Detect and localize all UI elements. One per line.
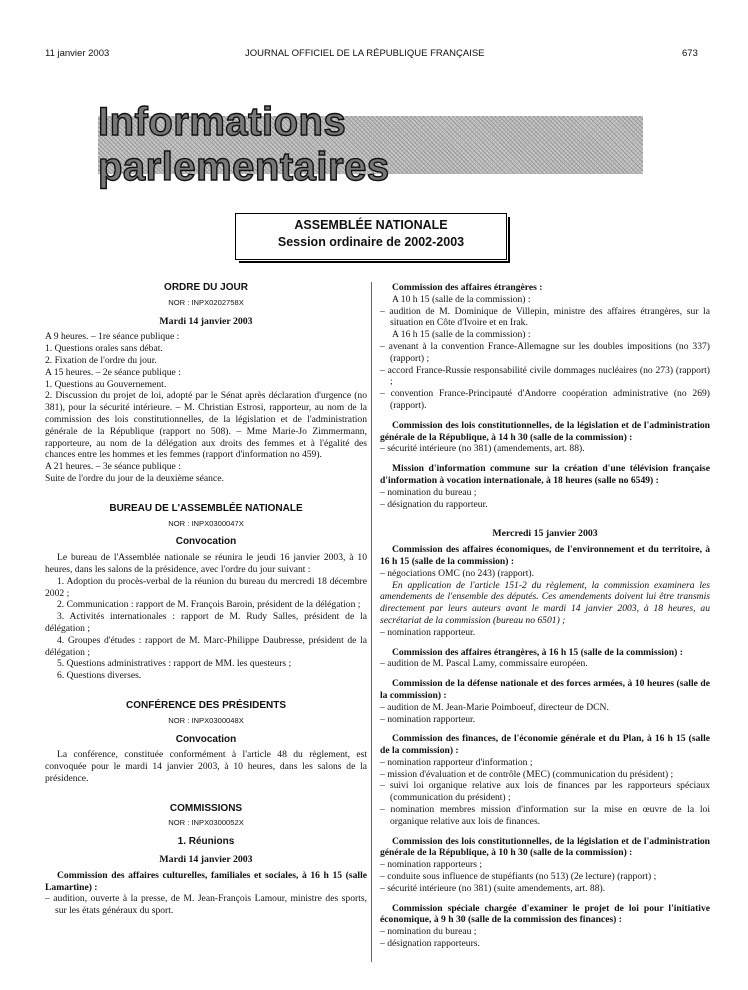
agenda-item: – conduite sous influence de stupéfiants (no 513) (2e lecture) (rapport) ; [380,871,657,883]
agenda-item: – nomination rapporteur. [380,626,476,638]
italic-note: En application de l'article 151-2 du règlement, la commission examinera les amendements de l'ensemble des députés. Ces amendements doivent lui être transmis directement par leurs auteurs avant le mardi 14 janvier 2003, à 18 heures, au secrétariat de la commission (bureau no 6501) ; [380,579,710,626]
list-item: 6. Questions diverses. [57,670,142,682]
paragraph: Le bureau de l'Assemblée nationale se réunira le jeudi 16 janvier 2003, à 10 heures, dans les salons de la présidence, avec l'ordre du jour suivant : [45,552,367,575]
section-title: COMMISSIONS [169,802,243,814]
list-item: 4. Groupes d'études : rapport de M. Marc-Philippe Daubresse, président de la délégation ; [45,634,367,658]
agenda-item: – négociations OMC (no 243) (rapport). [380,567,535,579]
section-title: ORDRE DU JOUR [164,282,248,293]
agenda-item: – nomination du bureau ; [380,926,477,938]
header-date: 11 janvier 2003 [45,48,110,59]
commission-title: Mission d'information commune sur la création d'une télévision française d'information à vocation internationale, à 18 heures (salle no 6549) : [380,463,710,486]
paragraph: La conférence, constituée conformément à l'article 48 du règlement, est convoquée pour le mardi 14 janvier 2003, à 10 heures, dans les salons de la présidence. [45,749,367,784]
section-title: CONFÉRENCE DES PRÉSIDENTS [125,699,287,711]
agenda-item: – audition de M. Pascal Lamy, commissaire européen. [380,658,588,670]
line: A 9 heures. – 1re séance publique : [45,331,180,343]
left-column [45,282,367,917]
page-number: 673 [682,48,698,59]
commission-title: Commission des affaires étrangères, à 16 h 15 (salle de la commission) : [392,646,683,658]
nor-ref: NOR : INPX0202758X [168,297,244,307]
banner-title: Informations parlementaires [98,100,390,189]
commission-title: Commission des affaires étrangères : [392,282,543,293]
line: 2. Discussion du projet de loi, adopté par le Sénat après déclaration d'urgence (no 381), pour la sécurité intérieure. – M. Christian Estrosi, rapporteur, au nom de la commission des lois constitutionnelles, de la législation et de l'administration générale de la République (rapport no 508). – Mme Marie-Jo Zimmermann, rapporteure, au nom de la délégation aux droits des femmes et à l'égalité des chances entre les hommes et les femmes (rapport d'information no 459). [45,390,367,461]
agenda-item: – suivi loi organique relative aux lois de finances par les rapporteurs spéciaux (communication du président) ; [380,780,710,804]
line: 1. Questions au Gouvernement. [45,378,167,390]
assembly-box [235,213,507,260]
agenda-item: – nomination membres mission d'information sur la mise en œuvre de la loi organique relative aux lois de finances. [380,804,710,827]
list-item: 2. Communication : rapport de M. François Baroin, président de la délégation ; [57,599,361,611]
agenda-item: – nomination rapporteur. [380,713,476,725]
agenda-item: – mission d'évaluation et de contrôle (MEC) (communication du président) ; [380,768,674,780]
subsection-title: 1. Réunions [177,836,235,848]
agenda-item: – sécurité intérieure (no 381) (suite amendements, art. 88). [380,882,606,894]
agenda-item: – accord France-Russie responsabilité civile dommages nucléaires (no 273) (rapport) ; [380,364,710,388]
date-heading: Mardi 14 janvier 2003 [159,315,253,327]
commission-title: Commission des affaires culturelles, familiales et sociales, à 16 h 15 (salle Lamartine) : [45,869,367,893]
column-divider [371,282,372,962]
line: 2. Fixation de l'ordre du jour. [45,354,157,366]
agenda-item: – audition, ouverte à la presse, de M. Jean-François Lamour, ministre des sports, sur les états généraux du sport. [45,893,367,917]
right-column [380,282,710,950]
agenda-item: – nomination du bureau ; [380,486,477,498]
nor-ref: NOR : INPX0300052X [168,818,244,828]
time-line: A 10 h 15 (salle de la commission) : [392,293,531,305]
nor-ref: NOR : INPX0300048X [168,715,244,725]
commission-title: Commission des lois constitutionnelles, de la législation et de l'administration générale de la République, à 10 h 30 (salle de la commission) : [380,835,710,859]
commission-title: Commission des affaires économiques, de l'environnement et du territoire, à 16 h 15 (salle de la commission) : [380,544,710,567]
agenda-item: – convention France-Principauté d'Andorre coopération administrative (no 269) (rapport). [380,388,710,411]
nor-ref: NOR : INPX0300047X [168,518,244,528]
agenda-item: – nomination rapporteurs ; [380,859,483,871]
agenda-item: – sécurité intérieure (no 381) (amendements, art. 88). [380,443,585,455]
commission-title: Commission des lois constitutionnelles, de la législation et de l'administration générale de la République, à 14 h 30 (salle de la commission) : [380,419,710,443]
agenda-item: – désignation du rapporteur. [380,498,488,510]
list-item: 3. Activités internationales : rapport de M. Rudy Salles, président de la délégation ; [45,611,367,634]
line: Suite de l'ordre du jour de la deuxième séance. [45,472,224,484]
subsection-title: Convocation [175,536,237,548]
line: 1. Questions orales sans débat. [45,343,163,355]
date-heading: Mardi 14 janvier 2003 [159,854,253,866]
agenda-item: – avenant à la convention France-Allemagne sur les doubles impositions (no 337) (rapport) ; [380,340,710,364]
section-title: BUREAU DE L'ASSEMBLÉE NATIONALE [109,502,303,514]
subsection-title: Convocation [175,733,237,745]
agenda-item: – désignation rapporteurs. [380,938,480,950]
line: A 21 heures. – 3e séance publique : [45,461,181,473]
commission-title: Commission de la défense nationale et des forces armées, à 10 heures (salle de la commission) : [380,678,710,701]
session-name: Session ordinaire de 2002-2003 [277,235,465,249]
agenda-item: – nomination rapporteur d'information ; [380,756,533,768]
list-item: 1. Adoption du procès-verbal de la réunion du bureau du mercredi 18 décembre 2002 ; [45,575,367,599]
line: A 15 heures. – 2e séance publique : [45,366,181,378]
list-item: 5. Questions administratives : rapport de MM. les questeurs ; [57,658,292,670]
date-heading: Mercredi 15 janvier 2003 [492,528,598,540]
header-title: JOURNAL OFFICIEL DE LA RÉPUBLIQUE FRANÇAISE [245,48,485,59]
commission-title: Commission spéciale chargée d'examiner le projet de loi pour l'initiative économique, à 9 h 30 (salle de la commission des finances) : [380,902,710,926]
section-banner [98,100,643,189]
agenda-item: – audition de M. Dominique de Villepin, ministre des affaires étrangères, sur la situation en Côte d'Ivoire et en Irak. [380,305,710,329]
agenda-item: – audition de M. Jean-Marie Poimboeuf, directeur de DCN. [380,701,609,713]
assembly-name: ASSEMBLÉE NATIONALE [294,218,448,232]
time-line: A 16 h 15 (salle de la commission) : [392,329,531,341]
commission-title: Commission des finances, de l'économie générale et du Plan, à 16 h 15 (salle de la commission) : [380,733,710,757]
